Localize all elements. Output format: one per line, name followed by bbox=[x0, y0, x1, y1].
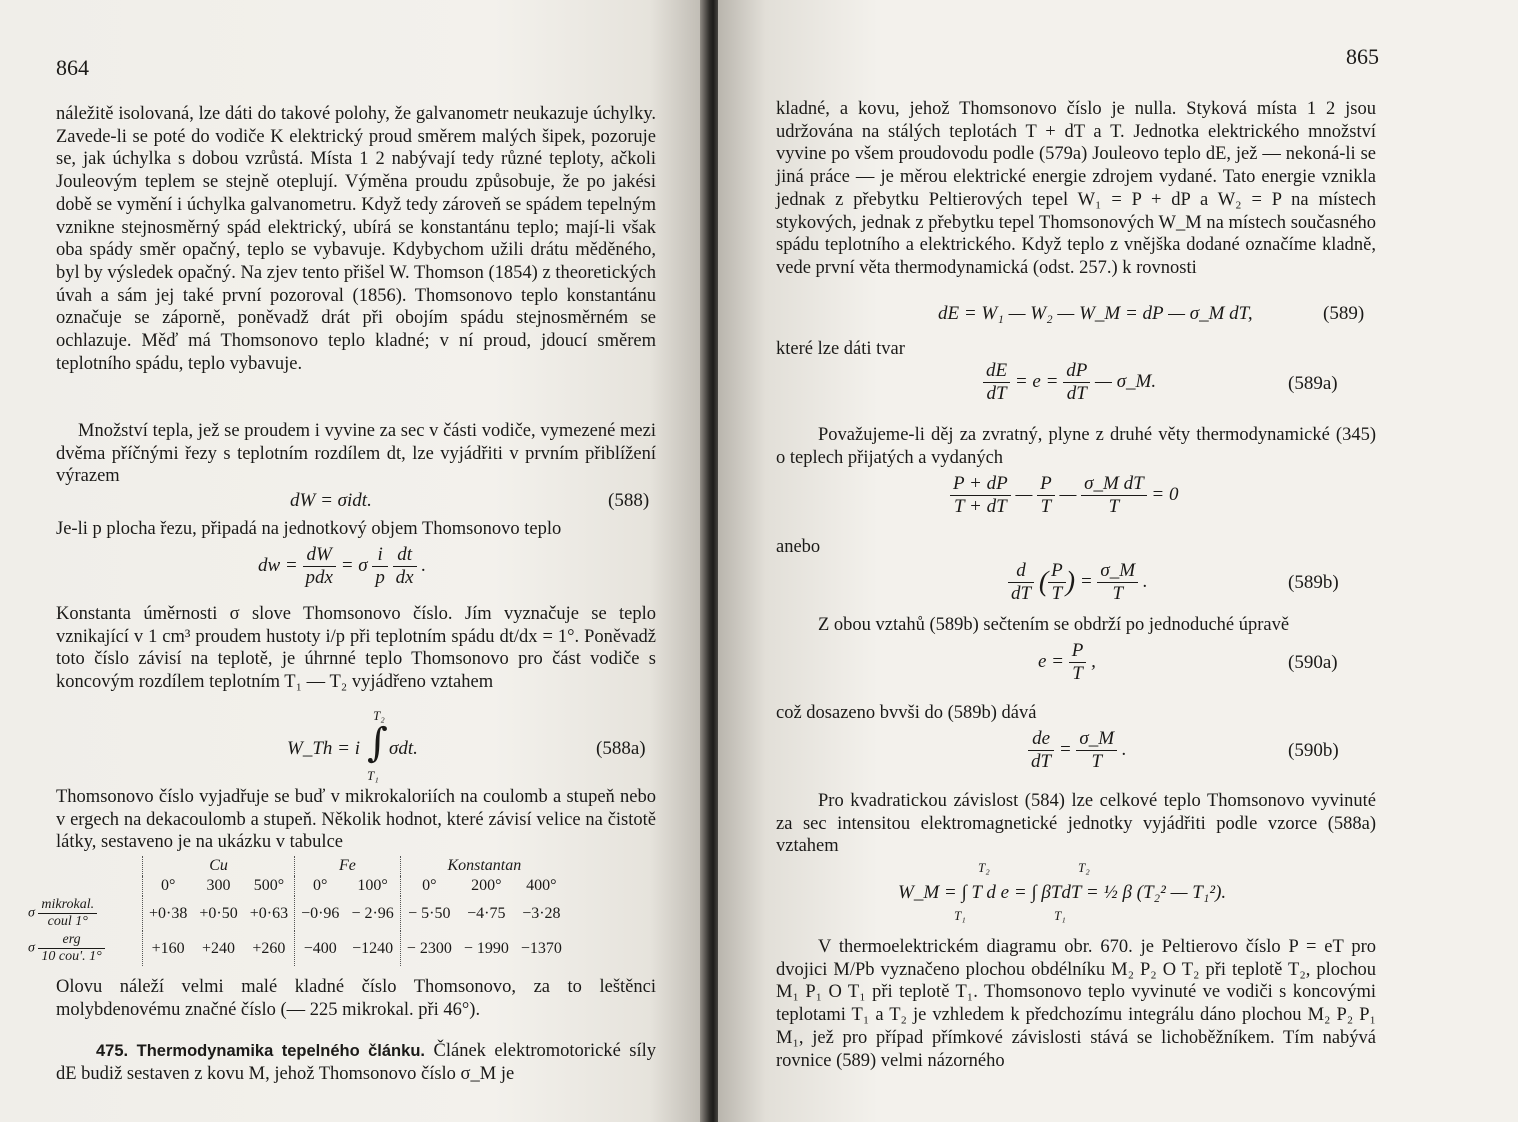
paragraph-text: V thermoelektrickém diagramu obr. 670. je Peltierovo číslo P = eT pro dvojici M/Pb vyznačeno plochou obdélníku M₂ P₂ O T₂ při teplotě T₂, plochou M₁ P₁ O T₁ při teplotě T₁. Thomsonovo teplo vyvinuté ve vodiči s koncovými teplotami T₁ a T₂ je vzhledem k předchozímu integrálu dáno plochou M₂ P₂ P₁ M₁, jež pro případ přímkové závislosti stává se lichoběžníkem. Tím nabývá rovnice (589) velmi názorného bbox=[776, 937, 1376, 1071]
equation-number: (589b) bbox=[1288, 572, 1339, 593]
table-cell: +0·63 bbox=[249, 904, 289, 922]
paragraph-text bbox=[56, 1040, 656, 1085]
eq-text: — bbox=[1059, 483, 1077, 505]
denominator: p bbox=[375, 567, 385, 588]
paragraph-text: Z obou vztahů (589b) sečtením se obdrží po jednoduché úpravě bbox=[818, 615, 1290, 635]
table-cell: − 2300 bbox=[400, 931, 458, 966]
paragraph bbox=[776, 424, 1376, 469]
table-cell: −0·96 bbox=[295, 896, 346, 931]
paragraph-text: které lze dáti tvar bbox=[776, 339, 905, 359]
paragraph bbox=[56, 518, 656, 541]
paragraph-text: Je-li p plocha řezu, připadá na jednotkový objem Thomsonovo teplo bbox=[56, 519, 562, 539]
paragraph bbox=[56, 603, 656, 694]
integral-upper-limit: T₂ bbox=[373, 708, 385, 723]
eq-text: = bbox=[1058, 738, 1072, 760]
integral-upper-limit: T₂ bbox=[1078, 860, 1090, 875]
eq-text: = 0 bbox=[1151, 483, 1179, 505]
fraction bbox=[1063, 360, 1090, 405]
equation-590a bbox=[1038, 640, 1096, 685]
fraction bbox=[983, 360, 1010, 405]
paragraph-text: Olovu náleží velmi malé kladné číslo Thomsonovo, za to leštěnci molybdenovému značné číslo (— 225 mikrokal. při 46°). bbox=[56, 977, 656, 1020]
right-page bbox=[718, 0, 1518, 1122]
equation-589: dE = W₁ — W₂ — W_M = dP — σ_M dT, bbox=[938, 303, 1253, 324]
numerator: mikrokal. bbox=[38, 897, 97, 914]
paragraph bbox=[776, 614, 1376, 637]
numerator: dt bbox=[393, 544, 417, 567]
paren-left: ( bbox=[1038, 566, 1049, 598]
eq-text: , bbox=[1091, 650, 1096, 672]
equation-thomson-heat bbox=[898, 860, 1318, 930]
numerator: P bbox=[1048, 560, 1066, 583]
numerator: dW bbox=[303, 544, 336, 567]
integral-lower-limit: T₁ bbox=[954, 908, 966, 923]
numerator: σ_M bbox=[1097, 560, 1138, 583]
denominator: T bbox=[1091, 751, 1103, 772]
paragraph-text: náležitě isolovaná, lze dáti do takové polohy, že galvanometr neukazuje úchylky. Zavede-li se poté do vodiče K elektrický proud směrem malých šipek, pozoruje se, jak úchylka s dobou vzrůstá. Místa 1 2 nabývají tedy různé teploty, ačkoli Jouleovým teplem se stejně oteplují. Výměna proudu způsobuje, že po jakési době se vymění i úchylka galvanometru. Když tedy zároveň se spádem tepelným vznikne stejnosměrný spád elektrický, ubírá se konstantánu teplo; mají-li však oba spády směr opačný, teplo se vybavuje. Kdybychom užili drátu měděného, byl by výsledek opačný. Na zjev tento přišel W. Thomson (1854) z theoretických úvah a sám jej také první pozoroval (1856). Thomsonovo teplo konstantánu označuje se záporně, poněvadž drát při obojím spádu stejnosměrném se ochlazuje. Měď má Thomsonovo teplo kladné; v ní proud, jdoucí směrem teplotního spádu, teplo vybavuje. bbox=[56, 104, 656, 374]
eq-text: . bbox=[1121, 738, 1127, 760]
table-cell: +0·50 bbox=[199, 904, 238, 922]
table-cell: −400 bbox=[295, 931, 346, 966]
paragraph-text: Konstanta úměrnosti σ slove Thomsonovo číslo. Jím vyznačuje se teplo vznikající v 1 cm³ proudem hustoty i/p při teplotním spádu dt/dx = 1°. Poněvadž toto číslo závisí na teplotě, je úhrnné teplo Thomsonovo pro část vodiče s koncovým rozdílem teplotním T₁ — T₂ vyjádřeno vztahem bbox=[56, 604, 656, 693]
denominator: 10 cou'. 1° bbox=[41, 949, 102, 964]
page-number: 864 bbox=[56, 55, 89, 80]
section-paragraph bbox=[56, 1040, 656, 1085]
paragraph-text: což dosazeno bvvši do (589b) dává bbox=[776, 703, 1037, 723]
integral-upper-limit: T₂ bbox=[978, 860, 990, 875]
paragraph-text: anebo bbox=[776, 537, 821, 557]
eq-text: dw = bbox=[258, 554, 298, 576]
numerator: dP bbox=[1063, 360, 1090, 383]
fraction bbox=[1037, 473, 1055, 518]
eq-text: = σ bbox=[340, 554, 368, 576]
table-cell: − 5·50 bbox=[400, 896, 458, 931]
sigma-symbol: σ bbox=[28, 905, 35, 921]
table-cell: 200° bbox=[471, 877, 502, 894]
paragraph bbox=[776, 338, 1376, 361]
row-label bbox=[22, 896, 143, 931]
equation-second-law bbox=[950, 473, 1178, 518]
section-title: Thermodynamika tepelného článku. bbox=[136, 1042, 425, 1060]
fraction bbox=[38, 932, 104, 965]
paragraph bbox=[776, 536, 1376, 559]
fraction bbox=[372, 544, 388, 589]
eq-text: W_Th = i bbox=[287, 738, 360, 759]
integral-lower-limit: T₁ bbox=[1054, 908, 1066, 923]
table-header-cell: Fe bbox=[295, 856, 401, 876]
denominator: dT bbox=[1066, 383, 1087, 404]
numerator: erg bbox=[38, 932, 104, 949]
paragraph-text: kladné, a kovu, jehož Thomsonovo číslo je nulla. Styková místa 1 2 jsou udržována na stálých teplotách T + dT a T. Jednotka elektrického množství vyvine po všem proudovodu podle (579a) Jouleovo teplo dE, jež — nekoná-li se jiná práce — je měrou elektrické energie zdrojem vydané. Tato energie vznikla jednak z přebytku Peltierových tepel W₁ = P + dP a W₂ = P na místech stykových, jednak z přebytku tepel Thomsonových W_M na místech současného spádu teplotního a elektrického. Když teplo z vnějška dodané označíme kladně, vede první věta thermodynamická (odst. 257.) k rovnosti bbox=[776, 99, 1376, 278]
denominator: T bbox=[1040, 496, 1052, 517]
table-cell: +240 bbox=[202, 939, 236, 957]
eq-text: W_M = ∫ T d e = ∫ βTdT = ½ β (T₂² — T₁²). bbox=[898, 882, 1227, 903]
fraction bbox=[1097, 560, 1138, 605]
eq-text: . bbox=[421, 554, 427, 576]
numerator: σ_M bbox=[1076, 728, 1117, 751]
table-row bbox=[22, 876, 568, 896]
paragraph bbox=[56, 103, 656, 375]
row-label bbox=[22, 931, 143, 966]
equation-dw bbox=[258, 544, 426, 589]
denominator: dx bbox=[395, 567, 414, 588]
paragraph bbox=[776, 702, 1376, 725]
numerator: i bbox=[372, 544, 388, 567]
table-cell: 400° bbox=[526, 877, 557, 894]
table-header-cell: Konstantan bbox=[400, 856, 568, 876]
equation-588a bbox=[287, 708, 487, 784]
integral-lower-limit: T₁ bbox=[367, 768, 379, 783]
fraction bbox=[393, 544, 417, 589]
denominator: T bbox=[1108, 496, 1120, 517]
paragraph bbox=[776, 98, 1376, 280]
denominator: dT bbox=[1011, 583, 1032, 604]
section-number: 475. bbox=[96, 1042, 129, 1060]
table-cell: − 1990 bbox=[463, 939, 509, 957]
paragraph-text: Množství tepla, jež se proudem i vyvine za sec v části vodiče, vymezené mezi dvěma příčnými řezy s teplotním rozdílem dt, lze vyjádřiti v prvním přiblížení výrazem bbox=[56, 421, 656, 487]
paragraph bbox=[56, 786, 656, 854]
table-cell: −1240 bbox=[352, 939, 394, 957]
eq-text: — bbox=[1015, 483, 1033, 505]
eq-text: = bbox=[1079, 570, 1093, 592]
denominator: dT bbox=[986, 383, 1007, 404]
eq-text: e = bbox=[1038, 650, 1065, 672]
paragraph-text: Pro kvadratickou závislost (584) lze celkové teplo Thomsonovo vyvinuté za sec intensitou elektromagnetické jednotky vyjádřiti podle vzorce (588a) vztahem bbox=[776, 791, 1376, 857]
fraction bbox=[1076, 728, 1117, 773]
table-cell: 0° bbox=[295, 876, 346, 896]
table-cell: 0° bbox=[143, 876, 194, 896]
paragraph-text: Thomsonovo číslo vyjadřuje se buď v mikrokaloriích na coulomb a stupeň nebo v ergech na dekacoulomb a stupeň. Několik hodnot, které závisí velice na čistotě látky, sestaveno je na ukázku v tabulce bbox=[56, 787, 656, 853]
denominator: T + dT bbox=[954, 496, 1007, 517]
numerator: de bbox=[1028, 728, 1054, 751]
table-cell: +260 bbox=[252, 939, 286, 957]
equation-589a bbox=[983, 360, 1156, 405]
paragraph bbox=[56, 420, 656, 488]
table-cell: 300 bbox=[206, 877, 231, 894]
numerator: P + dP bbox=[950, 473, 1011, 496]
numerator: dE bbox=[983, 360, 1010, 383]
eq-text: σdt. bbox=[389, 738, 418, 759]
paren-right: ) bbox=[1065, 566, 1076, 598]
table-cell: +0·38 bbox=[143, 896, 194, 931]
equation-588: dW = σidt. bbox=[290, 490, 372, 511]
table-header-cell: Cu bbox=[143, 856, 295, 876]
paragraph-text: Považujeme-li děj za zvratný, plyne z druhé věty thermodynamické (345) o teplech přijatých a vydaných bbox=[776, 425, 1376, 468]
numerator: P bbox=[1037, 473, 1055, 496]
table-header-row bbox=[22, 856, 568, 876]
table-cell: −1370 bbox=[520, 939, 562, 957]
numerator: P bbox=[1069, 640, 1087, 663]
fraction bbox=[1028, 728, 1054, 773]
table-cell: −3·28 bbox=[522, 904, 561, 922]
table-cell: − 2·96 bbox=[351, 904, 394, 922]
paragraph bbox=[776, 790, 1376, 858]
table-cell: −4·75 bbox=[467, 904, 506, 922]
fraction bbox=[1081, 473, 1147, 518]
eq-text: = e = bbox=[1014, 370, 1059, 392]
table-cell: +160 bbox=[143, 931, 194, 966]
table-cell: 0° bbox=[400, 876, 458, 896]
thomson-table bbox=[22, 856, 568, 966]
numerator: d bbox=[1008, 560, 1034, 583]
denominator: coul 1° bbox=[47, 914, 88, 929]
fraction bbox=[38, 897, 97, 930]
eq-text: — σ_M. bbox=[1095, 370, 1157, 392]
denominator: pdx bbox=[305, 567, 333, 588]
fraction bbox=[1048, 560, 1066, 605]
denominator: T bbox=[1072, 663, 1083, 684]
equation-590b bbox=[1028, 728, 1127, 773]
table-row bbox=[22, 896, 568, 931]
fraction bbox=[303, 544, 336, 589]
equation-number: (590b) bbox=[1288, 740, 1339, 761]
section-text: Článek elektromotorické síly dE budiž sestaven z kovu M, jehož Thomsonovo číslo σ_M je bbox=[56, 1041, 657, 1084]
fraction bbox=[1008, 560, 1034, 605]
denominator: T bbox=[1112, 583, 1124, 604]
paragraph bbox=[56, 976, 656, 1021]
numerator: σ_M dT bbox=[1081, 473, 1147, 496]
equation-number: (588a) bbox=[596, 738, 646, 759]
table-cell: 500° bbox=[253, 877, 285, 894]
integral-sign: ∫ bbox=[367, 720, 388, 766]
equation-number: (590a) bbox=[1288, 652, 1338, 673]
sigma-symbol: σ bbox=[28, 940, 35, 956]
table-cell: 100° bbox=[357, 877, 388, 894]
table-row bbox=[22, 931, 568, 966]
fraction bbox=[1069, 640, 1087, 685]
denominator: dT bbox=[1031, 751, 1052, 772]
equation-number: (589a) bbox=[1288, 373, 1338, 394]
equation-number: (588) bbox=[608, 490, 650, 511]
denominator: T bbox=[1051, 583, 1063, 604]
paragraph bbox=[776, 936, 1376, 1072]
left-page bbox=[0, 0, 706, 1122]
equation-589b bbox=[1008, 560, 1148, 605]
fraction bbox=[950, 473, 1011, 518]
eq-text: . bbox=[1142, 570, 1148, 592]
page-number: 865 bbox=[1346, 44, 1379, 69]
equation-number: (589) bbox=[1323, 303, 1365, 324]
